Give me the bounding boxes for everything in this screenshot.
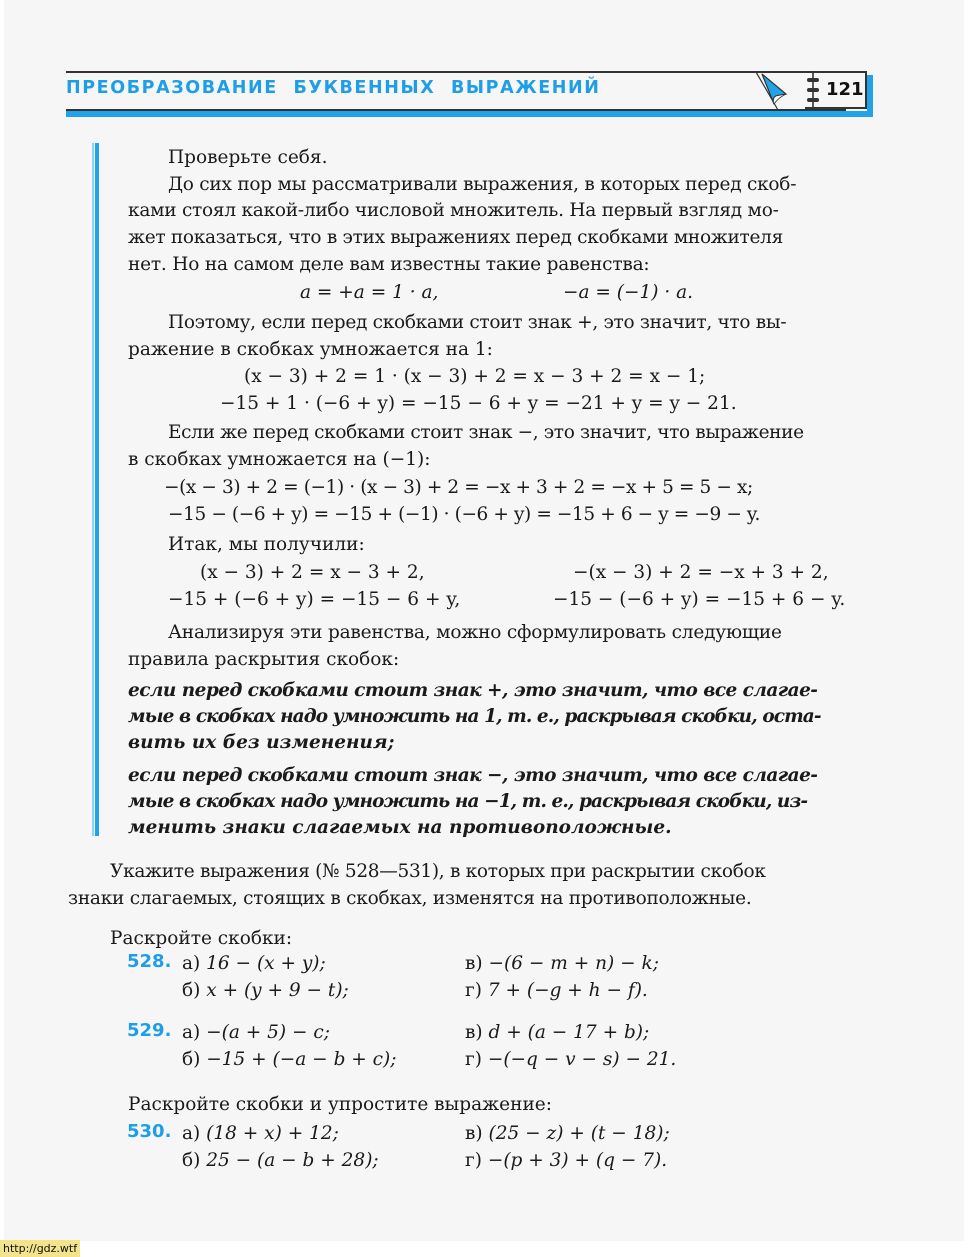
page-number: 121 bbox=[826, 79, 864, 100]
so-we-got-label: Итак, мы получили: bbox=[168, 534, 365, 555]
page-number-box-shadow bbox=[867, 75, 873, 117]
paragraph-line: Анализируя эти равенства, можно сформулировать следующие bbox=[168, 622, 782, 643]
summary-left-2: −15 + (−6 + y) = −15 − 6 + y, bbox=[168, 589, 461, 610]
exercise-item: а) 16 − (x + y); bbox=[182, 953, 326, 974]
spiral-binding-icon bbox=[806, 71, 820, 111]
theory-side-bar bbox=[92, 143, 99, 836]
exercise-number: 529. bbox=[127, 1020, 172, 1041]
exercise-item: б) x + (y + 9 − t); bbox=[182, 980, 349, 1001]
equation-plus-2: −15 + 1 · (−6 + y) = −15 − 6 + y = −21 + y = y − 21. bbox=[220, 393, 737, 414]
chapter-title: ПРЕОБРАЗОВАНИЕ БУКВЕННЫХ ВЫРАЖЕНИЙ bbox=[66, 78, 601, 98]
identity-equation-left: a = +a = 1 · a, bbox=[300, 282, 439, 303]
paragraph-line: нет. Но на самом деле вам известны такие равенства: bbox=[128, 254, 650, 275]
header-top-rule bbox=[66, 71, 846, 73]
exercise-item: в) −(6 − m + n) − k; bbox=[465, 953, 659, 974]
rule-plus-line: вить их без изменения; bbox=[128, 732, 395, 753]
page-corner-fold-icon bbox=[756, 72, 804, 112]
exercise-number: 530. bbox=[127, 1121, 172, 1142]
exercise-item: б) 25 − (a − b + 28); bbox=[182, 1150, 379, 1171]
rule-plus-line: если перед скобками стоит знак +, это значит, что все слагае- bbox=[128, 680, 818, 701]
task-intro-line: Укажите выражения (№ 528—531), в которых при раскрытии скобок bbox=[110, 861, 766, 882]
exercise-number: 528. bbox=[127, 951, 172, 972]
paragraph-line: правила раскрытия скобок: bbox=[128, 649, 400, 670]
equation-plus-1: (x − 3) + 2 = 1 · (x − 3) + 2 = x − 3 + 2 = x − 1; bbox=[244, 366, 706, 387]
exercise-item: а) −(a + 5) − c; bbox=[182, 1022, 330, 1043]
paragraph-line: Если же перед скобками стоит знак −, это значит, что выражение bbox=[168, 422, 804, 443]
identity-equation-right: −a = (−1) · a. bbox=[563, 282, 694, 303]
paragraph-line: ражение в скобках умножается на 1: bbox=[128, 339, 493, 360]
check-yourself-heading: Проверьте себя. bbox=[168, 147, 328, 168]
header-accent-bar bbox=[66, 111, 872, 117]
task-intro-line: знаки слагаемых, стоящих в скобках, изменятся на противоположные. bbox=[68, 888, 752, 909]
exercise-item: б) −15 + (−a − b + c); bbox=[182, 1049, 397, 1070]
rule-plus-line: мые в скобках надо умножить на 1, т. е., раскрывая скобки, оста- bbox=[128, 706, 821, 727]
watermark-link[interactable]: http://gdz.wtf bbox=[0, 1240, 80, 1257]
paragraph-line: в скобках умножается на (−1): bbox=[128, 449, 431, 470]
summary-right-2: −15 − (−6 + y) = −15 + 6 − y. bbox=[553, 589, 846, 610]
rule-minus-line: менить знаки слагаемых на противоположные. bbox=[128, 817, 672, 838]
paragraph-line: До сих пор мы рассматривали выражения, в которых перед скоб- bbox=[168, 174, 797, 195]
rule-minus-line: мые в скобках надо умножить на −1, т. е., раскрывая скобки, из- bbox=[128, 791, 808, 812]
paragraph-line: жет показаться, что в этих выражениях перед скобками множителя bbox=[128, 227, 783, 248]
equation-minus-1: −(x − 3) + 2 = (−1) · (x − 3) + 2 = −x + 3 + 2 = −x + 5 = 5 − x; bbox=[164, 477, 753, 498]
open-brackets-label: Раскройте скобки: bbox=[110, 928, 293, 949]
simplify-label: Раскройте скобки и упростите выражение: bbox=[128, 1094, 552, 1115]
exercise-item: г) 7 + (−g + h − f). bbox=[465, 980, 648, 1001]
paragraph-line: ками стоял какой-либо числовой множитель. На первый взгляд мо- bbox=[128, 200, 779, 221]
rule-minus-line: если перед скобками стоит знак −, это значит, что все слагае- bbox=[128, 765, 818, 786]
exercise-item: г) −(−q − v − s) − 21. bbox=[465, 1049, 677, 1070]
paragraph-line: Поэтому, если перед скобками стоит знак +, это значит, что вы- bbox=[168, 312, 787, 333]
exercise-item: в) d + (a − 17 + b); bbox=[465, 1022, 650, 1043]
equation-minus-2: −15 − (−6 + y) = −15 + (−1) · (−6 + y) = −15 + 6 − y = −9 − y. bbox=[168, 504, 760, 525]
summary-right-1: −(x − 3) + 2 = −x + 3 + 2, bbox=[573, 562, 829, 583]
exercise-item: а) (18 + x) + 12; bbox=[182, 1123, 339, 1144]
summary-left-1: (x − 3) + 2 = x − 3 + 2, bbox=[200, 562, 425, 583]
exercise-item: г) −(p + 3) + (q − 7). bbox=[465, 1150, 668, 1171]
exercise-item: в) (25 − z) + (t − 18); bbox=[465, 1123, 670, 1144]
